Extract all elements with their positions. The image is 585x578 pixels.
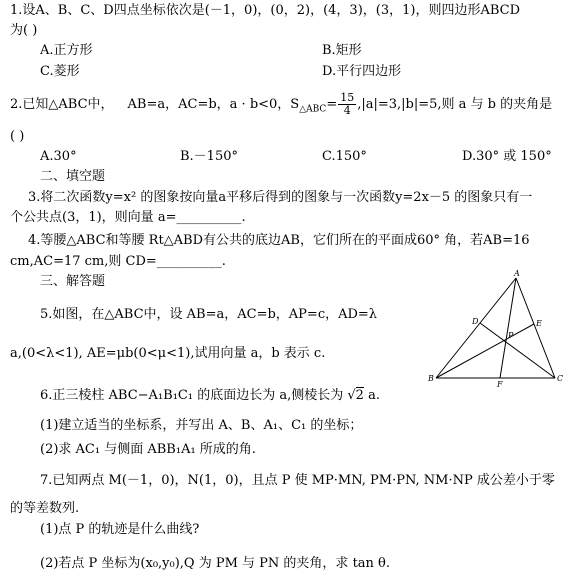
label-d: D	[472, 317, 479, 326]
section-fill-blank-heading: 二、填空题	[40, 169, 106, 184]
segment-af	[500, 278, 516, 378]
q2-prefix: 2.已知△ABC中，	[10, 97, 114, 112]
q4-line1: 4.等腰△ABC和等腰 Rt△ABD有公共的底边AB，它们所在的平面成60° 角，若AB=16	[28, 233, 530, 248]
q4-line2: cm,AC=17 cm,则 CD=__________.	[10, 254, 226, 269]
q2-sub: △ABC	[299, 104, 327, 115]
q1-option-c: C.菱形	[40, 64, 80, 79]
q1-option-d: D.平行四边形	[322, 64, 402, 79]
q2-eq: =	[326, 97, 338, 112]
q2-option-c: C.150°	[322, 149, 367, 164]
q2-line2: ( )	[10, 129, 25, 144]
segment-eb	[436, 324, 534, 378]
label-e: E	[536, 319, 542, 328]
q3-line2: 个公共点(3，1)，则向量 a=__________.	[10, 210, 246, 225]
triangle-figure	[420, 268, 570, 388]
q1-line1: 1.设A、B、C、D四点坐标依次是(－1，0)，(0，2)，(4，3)，(3，1)，则四边形ABCD	[10, 3, 521, 18]
q1-option-a: A.正方形	[40, 43, 93, 58]
section-answer-heading: 三、解答题	[40, 274, 106, 289]
edge-ab	[436, 278, 516, 378]
q2-middle: AB=a，AC=b，a · b<0，S	[127, 97, 300, 112]
label-c: C	[557, 374, 564, 383]
q1-line2: 为( )	[10, 23, 38, 38]
label-p: P	[508, 331, 514, 340]
q2-option-a: A.30°	[40, 149, 77, 164]
q2-option-d: D.30° 或 150°	[462, 149, 552, 164]
q7-part2: (2)若点 P 坐标为(x₀,y₀),Q 为 PM 与 PN 的夹角，求 tan θ.	[40, 556, 391, 571]
q2-fraction	[338, 92, 356, 117]
sqrt-radicand: 2	[355, 388, 364, 403]
q2-frac-den: 4	[343, 104, 351, 117]
q6-part1: (1)建立适当的坐标系，并写出 A、B、A₁、C₁ 的坐标；	[40, 418, 363, 433]
q6-line1	[40, 387, 380, 405]
q6-part2: (2)求 AC₁ 与侧面 ABB₁A₁ 所成的角.	[40, 442, 256, 457]
q2-line1	[10, 92, 552, 119]
q5-line2: a,(0<λ<1), AE=μb(0<μ<1),试用向量 a，b 表示 c.	[10, 346, 326, 361]
label-a: A	[514, 269, 520, 278]
label-b: B	[428, 374, 434, 383]
q5-line1: 5.如图，在△ABC中，设 AB=a，AC=b，AP=c，AD=λ	[40, 307, 378, 322]
q2-frac-num: 15	[340, 91, 355, 104]
q6-line1a: 6.正三棱柱 ABC−A₁B₁C₁ 的底面边长为 a,侧棱长为	[40, 388, 348, 403]
q2-option-b: B.－150°	[180, 149, 238, 164]
q1-option-b: B.矩形	[322, 43, 362, 58]
sqrt-sign: √	[347, 388, 356, 403]
edge-ac	[516, 278, 555, 378]
q2-suffix: ,|a|=3,|b|=5,则 a 与 b 的夹角是	[357, 97, 553, 112]
q7-line1: 7.已知两点 M(－1，0)，N(1，0)，且点 P 使 MP·MN, PM·PN, NM·NP 成公差小于零	[40, 473, 555, 488]
label-f: F	[497, 380, 503, 388]
q6-line1b: a.	[363, 388, 380, 403]
q7-part1: (1)点 P 的轨迹是什么曲线?	[40, 522, 200, 537]
q7-line2: 的等差数列.	[10, 501, 80, 516]
q3-line1: 3.将二次函数y=x² 的图象按向量a平移后得到的图象与一次函数y=2x－5 的图象只有一	[28, 190, 533, 205]
